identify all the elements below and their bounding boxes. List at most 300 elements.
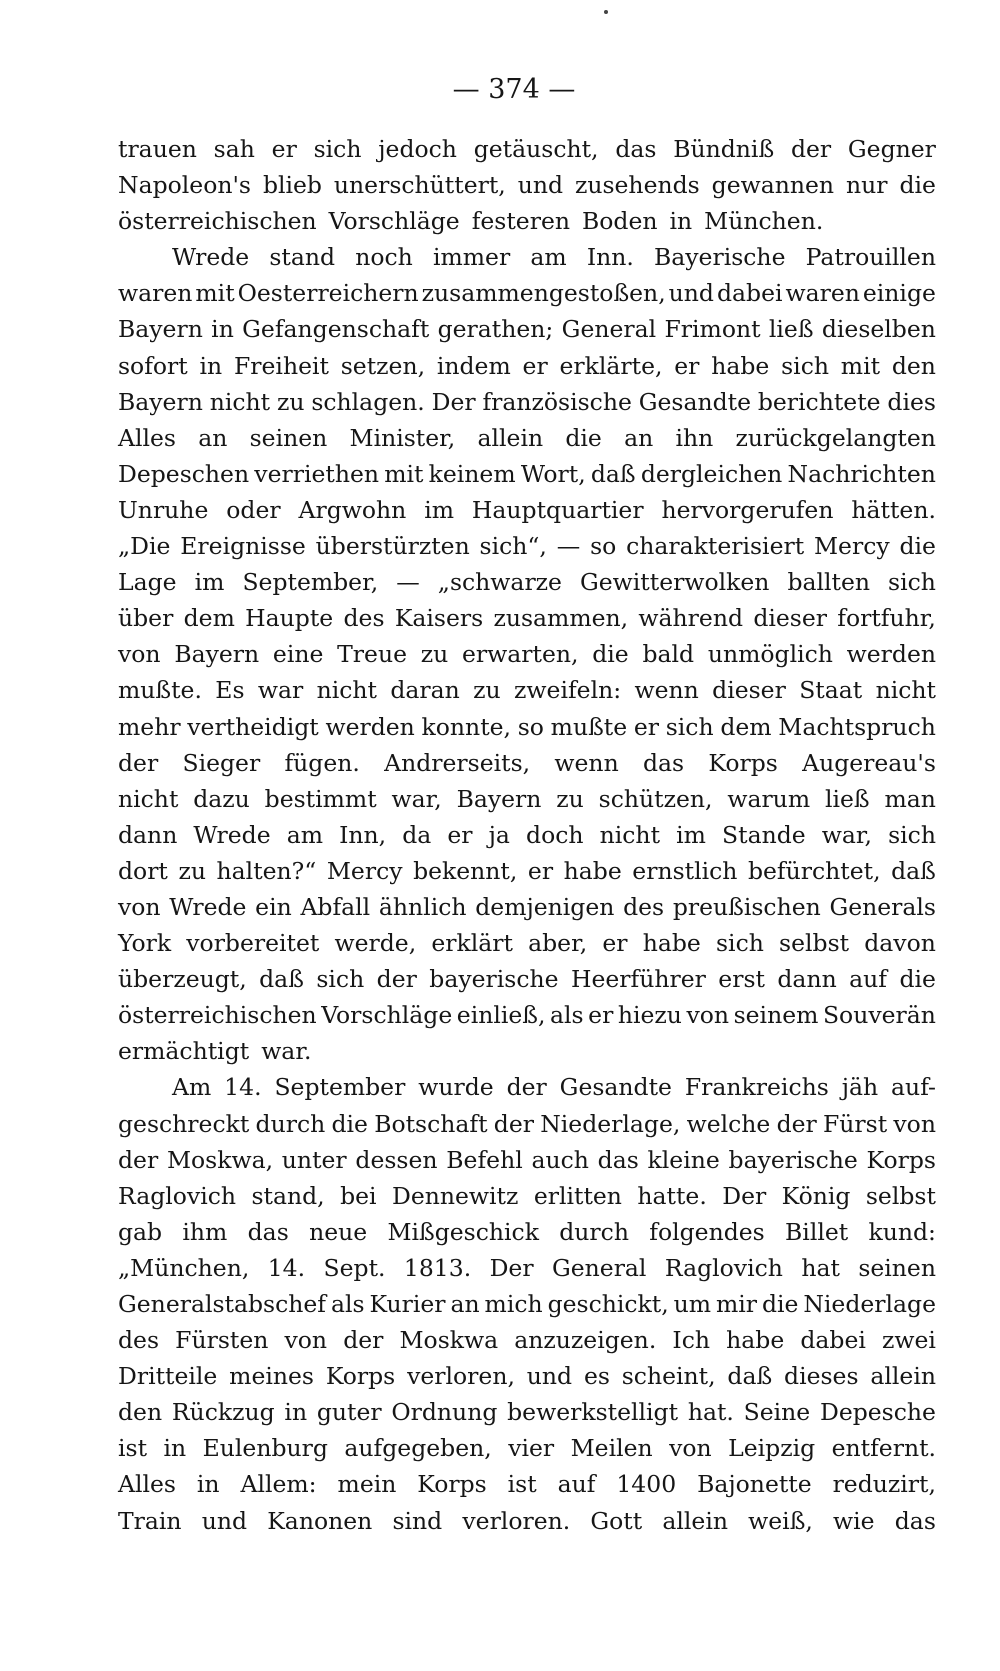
word: Bayern xyxy=(118,315,203,344)
word: sich xyxy=(665,712,714,741)
word: Dritteile xyxy=(118,1362,218,1391)
word: kleine xyxy=(647,1145,720,1174)
word: Fürst xyxy=(822,1109,888,1138)
word: zurückgelangten xyxy=(735,423,936,452)
word: gerathen; xyxy=(437,315,554,344)
word: vorbereitet xyxy=(186,929,320,958)
word: der xyxy=(343,1326,384,1355)
word: er xyxy=(674,351,700,380)
word: er xyxy=(602,929,628,958)
word: dabei xyxy=(716,279,783,308)
word: geschreckt xyxy=(118,1109,250,1138)
word: an xyxy=(624,423,654,452)
word: 14. xyxy=(267,1253,306,1282)
word: zweifeln: xyxy=(514,676,622,705)
word: dem xyxy=(183,604,235,633)
text-line xyxy=(118,1250,936,1286)
text-line xyxy=(118,1503,936,1539)
text-line xyxy=(118,709,936,745)
word: sich xyxy=(781,351,829,380)
word: dazu xyxy=(193,784,250,813)
word: dann xyxy=(118,820,178,849)
word: Generals xyxy=(829,892,936,921)
text-line xyxy=(118,1178,936,1214)
word: Rückzug xyxy=(171,1398,275,1427)
word: hiezu xyxy=(617,1001,682,1030)
text-line xyxy=(118,781,936,817)
word: dieser xyxy=(753,604,827,633)
word: gewannen xyxy=(711,171,835,200)
word: sah xyxy=(213,135,255,163)
word: die xyxy=(899,171,936,200)
word: daß xyxy=(727,1362,773,1391)
word: Frimont xyxy=(664,315,761,344)
word: nicht xyxy=(118,784,179,813)
word: der xyxy=(776,1109,817,1138)
word: mir xyxy=(715,1290,758,1318)
word: dies xyxy=(887,387,936,416)
text-line xyxy=(118,745,936,781)
word: Bayern xyxy=(118,387,203,416)
word: war, xyxy=(391,784,442,813)
word: General xyxy=(551,1253,647,1282)
word: München. xyxy=(704,207,824,236)
word: Vorschläge xyxy=(321,1001,453,1030)
word: wie xyxy=(833,1506,875,1535)
word: war, xyxy=(821,820,873,849)
word: befürchtet, xyxy=(747,856,881,885)
word: Botschaft xyxy=(374,1109,488,1138)
word: bayerische xyxy=(728,1145,858,1174)
word: ihn xyxy=(675,423,714,452)
word: Wort, xyxy=(520,459,586,488)
word: Ich xyxy=(672,1326,711,1355)
word: Augereau's xyxy=(802,748,936,777)
word: zwei xyxy=(882,1326,936,1355)
word: „schwarze xyxy=(437,568,562,597)
word: Gefangenschaft xyxy=(242,315,430,344)
word: bayerische xyxy=(429,965,559,994)
word: sofort xyxy=(118,351,188,380)
text-line xyxy=(118,1430,936,1466)
word: reduzirt, xyxy=(832,1470,936,1499)
word: nicht xyxy=(599,820,661,849)
word: allein xyxy=(870,1362,936,1391)
word: setzen, xyxy=(340,351,426,380)
text-line xyxy=(118,1358,936,1394)
word: bei xyxy=(340,1181,377,1210)
word: mich xyxy=(484,1290,543,1318)
word: vier xyxy=(508,1434,555,1463)
word: Inn. xyxy=(586,243,634,272)
word: Gewitterwolken xyxy=(580,568,770,597)
word: festeren xyxy=(471,207,570,236)
word: allein xyxy=(477,423,544,452)
word: Es xyxy=(215,676,245,705)
word: mußte xyxy=(550,712,628,741)
word: blieb xyxy=(262,171,322,200)
word: die xyxy=(565,423,602,452)
text-line xyxy=(118,1069,936,1105)
word: noch xyxy=(355,243,413,272)
word: über xyxy=(118,604,174,633)
word: York xyxy=(118,929,172,958)
text-line xyxy=(118,1466,936,1502)
word: mit xyxy=(840,351,881,380)
word: werde, xyxy=(334,929,417,958)
word: doch xyxy=(526,820,584,849)
word: hat xyxy=(801,1253,840,1282)
word: waren xyxy=(785,279,860,308)
word: so xyxy=(517,712,544,741)
word: getäuscht, xyxy=(473,135,599,163)
word: er xyxy=(527,856,554,885)
word: die xyxy=(592,640,629,669)
word: wurde xyxy=(418,1073,494,1102)
word: von xyxy=(284,1326,328,1355)
word: in xyxy=(163,1434,187,1463)
word: im xyxy=(424,495,455,524)
word: preußischen xyxy=(672,892,821,921)
text-line xyxy=(118,456,936,492)
word: hat. xyxy=(687,1398,734,1427)
word: sich xyxy=(316,965,365,994)
word: erst xyxy=(718,965,765,994)
word: hatte. xyxy=(637,1181,707,1210)
word: warum xyxy=(727,784,811,813)
word: trauen xyxy=(118,135,197,163)
word: die xyxy=(761,1290,799,1318)
word: mein xyxy=(337,1470,397,1499)
word: in xyxy=(199,351,223,380)
word: weiß, xyxy=(748,1506,813,1535)
word: Alles xyxy=(118,423,176,452)
word: die xyxy=(331,1109,368,1138)
word: in xyxy=(284,1398,308,1427)
word: Vorschläge xyxy=(328,207,460,236)
word: Argwohn xyxy=(298,495,407,524)
word: daß xyxy=(259,965,304,994)
word: guter xyxy=(316,1398,382,1427)
word: das xyxy=(642,748,685,777)
word: Gott xyxy=(590,1506,643,1535)
word: mit xyxy=(384,459,424,488)
text-line xyxy=(118,925,936,961)
word: Bayern xyxy=(456,784,542,813)
word: Gesandte xyxy=(638,387,752,416)
word: Dennewitz xyxy=(392,1181,519,1210)
text-line xyxy=(118,997,936,1033)
word: Korps xyxy=(866,1145,936,1174)
word: keinem xyxy=(428,459,516,488)
word: Leipzig xyxy=(728,1434,816,1463)
word: ähnlich xyxy=(378,892,467,921)
word: unerschüttert, xyxy=(333,171,506,200)
word: eine xyxy=(272,640,324,669)
word: von xyxy=(669,1434,712,1463)
word: das xyxy=(615,135,657,163)
word: selbst xyxy=(779,929,850,958)
word: den xyxy=(891,351,936,380)
word: Billet xyxy=(785,1217,849,1246)
word: auch xyxy=(531,1145,589,1174)
word: Frankreichs xyxy=(684,1073,829,1102)
word: dieses xyxy=(784,1362,859,1391)
word: ist xyxy=(118,1434,148,1463)
text-line xyxy=(118,239,936,275)
word: entfernt. xyxy=(831,1434,936,1463)
word: dieser xyxy=(712,676,786,705)
word: Depesche xyxy=(819,1398,936,1427)
word: bewerkstelligt xyxy=(507,1398,679,1427)
word: mit xyxy=(195,279,235,308)
word: Ordnung xyxy=(391,1398,498,1427)
word: durch xyxy=(559,1217,629,1246)
word: überzeugt, xyxy=(118,965,247,994)
word: Bayerische xyxy=(654,243,786,272)
word: zusammengestoßen, xyxy=(421,279,666,308)
text-line xyxy=(118,1214,936,1250)
text-line xyxy=(118,384,936,420)
word: unmöglich xyxy=(707,640,833,669)
word: Bajonette xyxy=(697,1470,812,1499)
word: mußte. xyxy=(118,676,202,705)
word: Napoleon's xyxy=(118,171,251,200)
word: mehr xyxy=(118,712,181,741)
word: in xyxy=(211,315,234,344)
word: in xyxy=(669,207,693,236)
word: September, xyxy=(242,568,379,597)
text-line xyxy=(118,817,936,853)
word: überstürzten xyxy=(315,532,470,561)
word: dann xyxy=(777,965,837,994)
word: Oesterreichern xyxy=(237,279,419,308)
word: General xyxy=(561,315,657,344)
word: den xyxy=(118,1398,163,1427)
word: Boden xyxy=(582,207,658,236)
word: sich xyxy=(313,135,362,163)
word: sich xyxy=(888,568,936,597)
text-line xyxy=(118,492,936,528)
word: Am xyxy=(172,1073,212,1102)
word: Ereignisse xyxy=(180,532,306,561)
word: als xyxy=(550,1001,584,1030)
word: geschickt, xyxy=(547,1290,669,1318)
word: von xyxy=(118,892,161,921)
word: zu xyxy=(556,784,584,813)
word: ihm xyxy=(182,1217,228,1246)
word: werden xyxy=(325,712,415,741)
word: und xyxy=(668,279,714,308)
word: — xyxy=(556,532,581,561)
word: zusehends xyxy=(574,171,700,200)
word: erklärte, xyxy=(559,351,663,380)
word: konnte, xyxy=(421,712,512,741)
word: österreichischen xyxy=(118,1001,317,1030)
word: verriethen xyxy=(254,459,379,488)
text-line xyxy=(118,131,936,167)
word: zu xyxy=(473,676,501,705)
word: ernstlich xyxy=(632,856,738,885)
word: berichtete xyxy=(757,387,881,416)
word: seinen xyxy=(249,423,328,452)
word: 1400 xyxy=(616,1470,677,1499)
word: bekennt, xyxy=(413,856,518,885)
word: hervorgerufen xyxy=(661,495,834,524)
word: von xyxy=(686,1001,730,1030)
word: demjenigen xyxy=(475,892,615,921)
text-line xyxy=(118,889,936,925)
word: während xyxy=(638,604,744,633)
word: er xyxy=(447,820,473,849)
text-line xyxy=(118,961,936,997)
word: so xyxy=(590,532,617,561)
word: dort xyxy=(118,856,168,885)
word: scheint, xyxy=(621,1362,716,1391)
text-line xyxy=(118,1033,936,1069)
word: er xyxy=(271,135,297,163)
word: schützen, xyxy=(598,784,713,813)
word: anzuzeigen. xyxy=(514,1326,657,1355)
word: Seine xyxy=(743,1398,811,1427)
word: des xyxy=(343,604,385,633)
word: nicht xyxy=(209,387,271,416)
word: und xyxy=(517,171,564,200)
word: fortfuhr, xyxy=(837,604,936,633)
word: stand xyxy=(269,243,336,272)
word: Kaisers xyxy=(394,604,484,633)
word: Wrede xyxy=(172,243,250,272)
word: Niederlage xyxy=(803,1290,936,1318)
word: wenn xyxy=(634,676,699,705)
word: um xyxy=(673,1290,712,1318)
word: von xyxy=(118,640,161,669)
word: Raglovich xyxy=(664,1253,783,1282)
word: König xyxy=(781,1181,851,1210)
word: Der xyxy=(489,1253,534,1282)
word: indem xyxy=(436,351,511,380)
text-line xyxy=(118,1106,936,1142)
word: aber, xyxy=(528,929,588,958)
word: Nachrichten xyxy=(787,459,936,488)
word: des xyxy=(118,1326,160,1355)
word: Kurier xyxy=(369,1290,446,1318)
word: Stande xyxy=(722,820,806,849)
word: Staat xyxy=(799,676,863,705)
word: im xyxy=(194,568,225,597)
word: Bündniß xyxy=(673,135,775,163)
word: Heerführer xyxy=(570,965,706,994)
text-line xyxy=(118,1142,936,1178)
word: dieselben xyxy=(821,315,936,344)
word: verloren, xyxy=(407,1362,515,1391)
word: 14. xyxy=(224,1073,262,1102)
word: wenn xyxy=(554,748,619,777)
word: habe xyxy=(726,1326,785,1355)
word: dabei xyxy=(800,1326,866,1355)
word: des xyxy=(623,892,665,921)
word: aufgegeben, xyxy=(344,1434,492,1463)
word: sich xyxy=(716,929,764,958)
word: Korps xyxy=(325,1362,396,1391)
word: ist xyxy=(507,1470,537,1499)
word: jäh xyxy=(841,1073,879,1102)
word: Korps xyxy=(417,1470,487,1499)
word: Mißgeschick xyxy=(387,1217,539,1246)
word: der xyxy=(506,1073,547,1102)
word: ein xyxy=(255,892,292,921)
word: hätten. xyxy=(851,495,936,524)
word: Kanonen xyxy=(267,1506,373,1535)
word: in xyxy=(196,1470,220,1499)
word: charakterisiert xyxy=(626,532,805,561)
word: ließ xyxy=(768,315,814,344)
word: Minister, xyxy=(349,423,456,452)
word: Meilen xyxy=(570,1434,653,1463)
word: unter xyxy=(281,1145,347,1174)
ink-speck xyxy=(604,10,608,14)
word: Treue xyxy=(337,640,407,669)
word: Haupte xyxy=(245,604,334,633)
word: schlagen. xyxy=(311,387,425,416)
word: am xyxy=(286,820,324,849)
word: zu xyxy=(276,387,305,416)
word: „Die xyxy=(118,532,171,561)
word: von xyxy=(893,1109,936,1138)
word: Alles xyxy=(118,1470,176,1499)
word: habe xyxy=(642,929,701,958)
word: Andrerseits, xyxy=(384,748,531,777)
word: Inn, xyxy=(339,820,387,849)
word: nur xyxy=(845,171,888,200)
text-line xyxy=(118,1322,936,1358)
word: Moskwa xyxy=(399,1326,499,1355)
word: sind xyxy=(392,1506,443,1535)
text-line xyxy=(118,853,936,889)
word: österreichischen xyxy=(118,207,317,236)
word: Abfall xyxy=(300,892,371,921)
word: Eulenburg xyxy=(202,1434,328,1463)
word: französische xyxy=(482,387,632,416)
word: jedoch xyxy=(378,135,457,163)
word: zu xyxy=(178,856,206,885)
word: Patrouillen xyxy=(805,243,936,272)
word: Gesandte xyxy=(559,1073,672,1102)
word: seinem xyxy=(733,1001,819,1030)
word: der xyxy=(790,135,832,163)
word: vertheidigt xyxy=(187,712,319,741)
text-line xyxy=(118,528,936,564)
word: Lage xyxy=(118,568,177,597)
word: da xyxy=(402,820,432,849)
word: ballten xyxy=(787,568,871,597)
word: Der xyxy=(722,1181,767,1210)
word: Sept. xyxy=(323,1253,386,1282)
word: Befehl xyxy=(446,1145,523,1174)
word: daß xyxy=(590,459,636,488)
word: an xyxy=(198,423,228,452)
word: auf xyxy=(849,965,887,994)
text-line xyxy=(118,564,936,600)
word: der xyxy=(118,1145,159,1174)
word: am xyxy=(530,243,567,272)
word: nicht xyxy=(316,676,377,705)
word: das xyxy=(894,1506,936,1535)
word: Train xyxy=(118,1506,182,1535)
word: er xyxy=(522,351,548,380)
word: Niederlage, xyxy=(540,1109,681,1138)
word: Allem: xyxy=(240,1470,317,1499)
